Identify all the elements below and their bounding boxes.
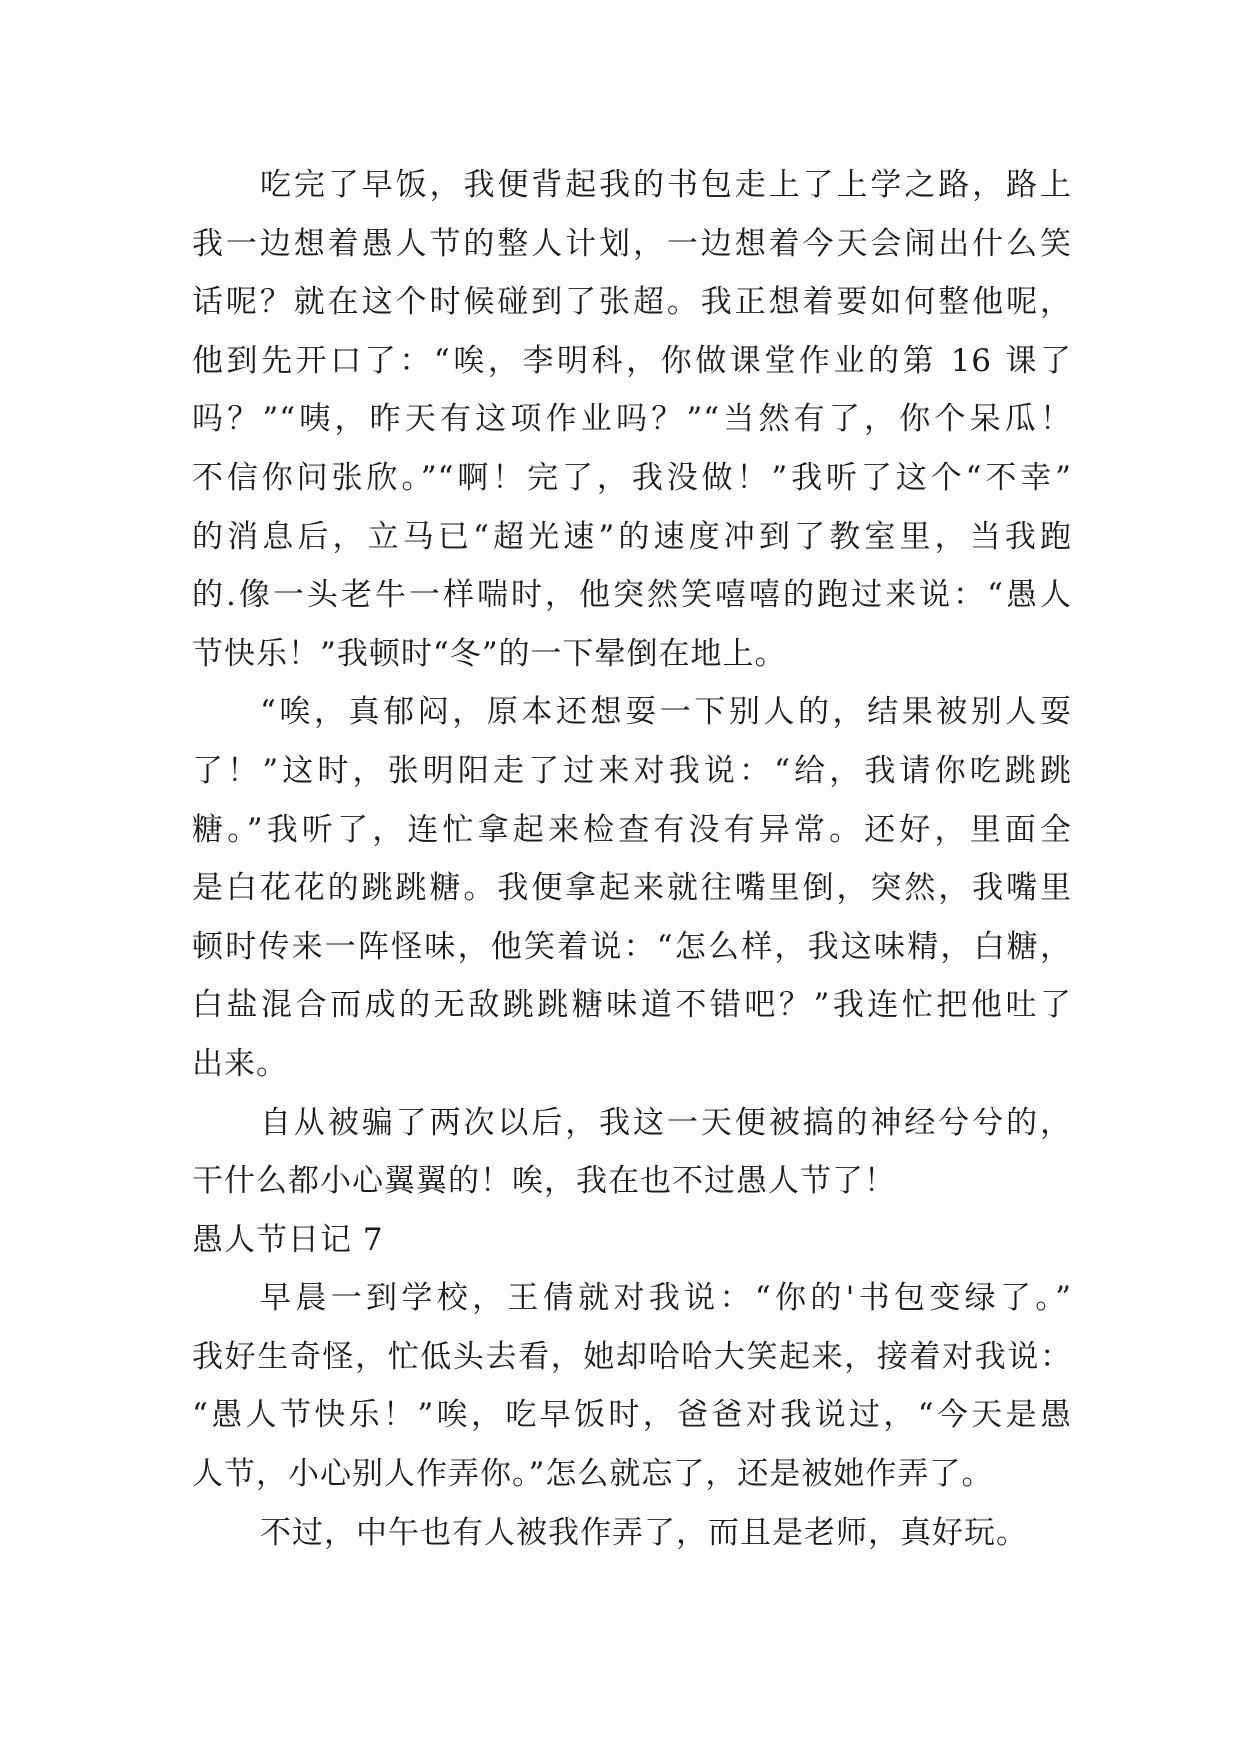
text-line: 话呢？就在这个时候碰到了张超。我正想着要如何整他呢， <box>192 284 1072 321</box>
paragraph-4 <box>192 1269 1072 1503</box>
text-line: 早晨一到学校，王倩就对我说：“你的'书包变绿了。” <box>260 1280 1072 1317</box>
text-line: 白盐混合而成的无敌跳跳糖味道不错吧？”我连忙把他吐了 <box>192 987 1072 1024</box>
text-line: 我一边想着愚人节的整人计划，一边想着今天会闹出什么笑 <box>192 225 1072 262</box>
text-line: 的消息后，立马已“超光速”的速度冲到了教室里，当我跑 <box>192 518 1072 555</box>
text-line: 吃完了早饭，我便背起我的书包走上了上学之路，路上 <box>260 167 1072 203</box>
text-line: 节快乐！”我顿时“冬”的一下晕倒在地上。 <box>192 635 787 672</box>
section-heading <box>192 1211 1072 1270</box>
paragraph-5 <box>192 1504 1072 1563</box>
paragraph-1 <box>192 156 1072 683</box>
text-line: 糖。”我听了，连忙拿起来检查有没有异常。还好，里面全 <box>192 811 1072 848</box>
text-line: 人节，小心别人作弄你。”怎么就忘了，还是被她作弄了。 <box>192 1456 994 1493</box>
text-line: 出来。 <box>192 1045 288 1082</box>
text-line: 干什么都小心翼翼的！唉，我在也不过愚人节了！ <box>192 1163 896 1200</box>
text-line: 了！”这时，张明阳走了过来对我说：“给，我请你吃跳跳 <box>192 752 1072 789</box>
text-line: “唉，真郁闷，原本还想耍一下别人的，结果被别人耍 <box>260 694 1072 731</box>
text-line: 我好生奇怪，忙低头去看，她却哈哈大笑起来，接着对我说： <box>192 1338 1072 1375</box>
text-line: 顿时传来一阵怪味，他笑着说：“怎么样，我这味精，白糖， <box>192 928 1072 965</box>
text-line: 的.像一头老牛一样喘时，他突然笑嘻嘻的跑过来说：“愚人 <box>192 577 1072 614</box>
text-line: 不信你问张欣。”“啊！完了，我没做！”我听了这个“不幸” <box>192 459 1072 496</box>
diary-title: 愚人节日记 7 <box>192 1221 384 1258</box>
text-line: 他到先开口了：“唉，李明科，你做课堂作业的第 16 课了 <box>192 342 1072 379</box>
text-line: “愚人节快乐！”唉，吃早饭时，爸爸对我说过，“今天是愚 <box>192 1397 1072 1434</box>
text-line: 是白花花的跳跳糖。我便拿起来就往嘴里倒，突然，我嘴里 <box>192 870 1072 907</box>
paragraph-2 <box>192 683 1072 1093</box>
text-line: 不过，中午也有人被我作弄了，而且是老师，真好玩。 <box>260 1514 1028 1551</box>
text-line: 自从被骗了两次以后，我这一天便被搞的神经兮兮的， <box>260 1104 1072 1141</box>
document-page <box>192 156 1072 1562</box>
text-line: 吗？”“咦，昨天有这项作业吗？”“当然有了，你个呆瓜！ <box>192 401 1072 438</box>
paragraph-3 <box>192 1094 1072 1211</box>
